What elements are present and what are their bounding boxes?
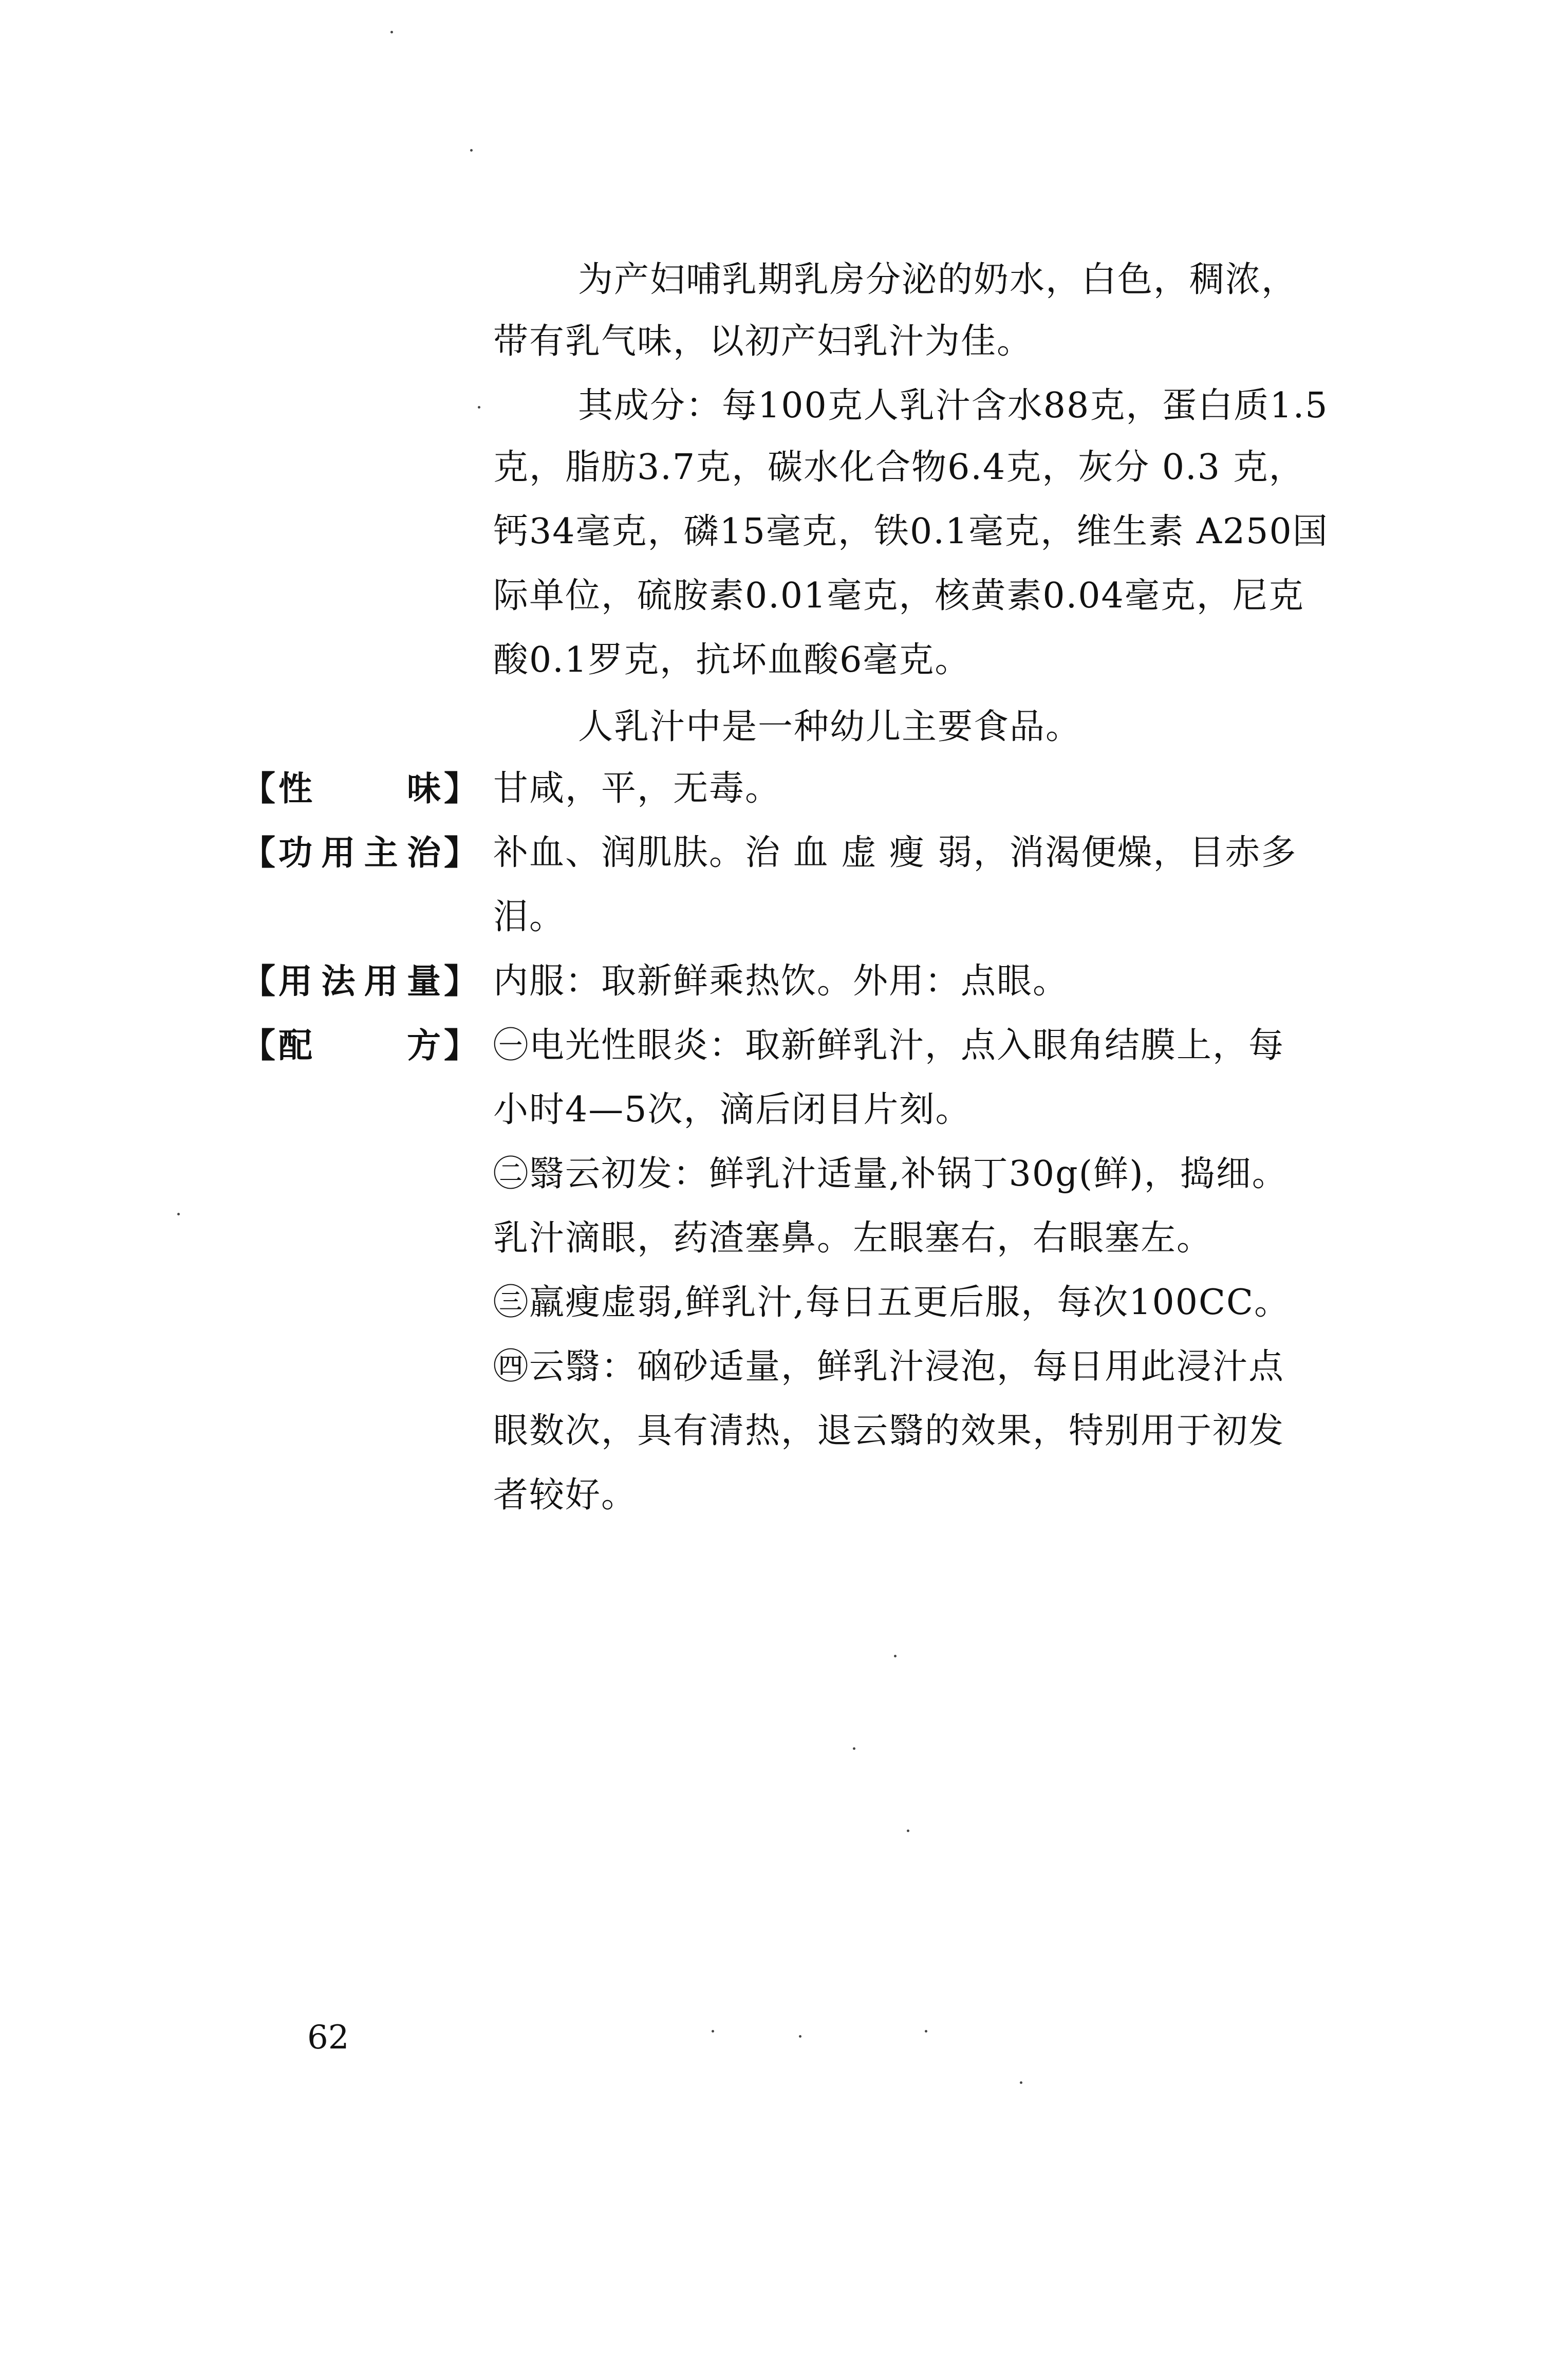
label-char: 配 bbox=[278, 1026, 312, 1065]
scan-speck bbox=[712, 2030, 714, 2033]
scan-speck bbox=[853, 1747, 855, 1750]
scan-speck bbox=[470, 149, 473, 152]
label-bracket-open: 【 bbox=[241, 833, 275, 873]
label-char: 用 bbox=[321, 833, 356, 873]
scan-speck bbox=[894, 1655, 897, 1657]
intro-line-1: 为产妇哺乳期乳房分泌的奶水，白色，稠浓， bbox=[578, 260, 1298, 300]
function-line-2: 泪。 bbox=[493, 897, 566, 937]
label-text bbox=[275, 1025, 444, 1066]
section-label-formula bbox=[241, 1025, 478, 1066]
label-char: 性 bbox=[278, 769, 312, 808]
label-bracket-close: 】 bbox=[444, 1026, 478, 1065]
intro-line-2: 带有乳气味，以初产妇乳汁为佳。 bbox=[493, 321, 1033, 362]
scan-speck bbox=[799, 2035, 801, 2038]
composition-line-4: 际单位，硫胺素0.01毫克，核黄素0.04毫克，尼克 bbox=[493, 576, 1304, 616]
formula-line-3: ㊁翳云初发：鲜乳汁适量,补锅丁30g(鲜)，捣细。 bbox=[493, 1154, 1288, 1194]
formula-line-8: 者较好。 bbox=[493, 1475, 638, 1516]
label-char: 量 bbox=[406, 962, 441, 1001]
scan-speck bbox=[478, 406, 480, 409]
formula-line-2: 小时4—5次，滴后闭目片刻。 bbox=[493, 1089, 972, 1130]
label-bracket-close: 】 bbox=[444, 769, 478, 808]
label-char: 主 bbox=[364, 833, 398, 873]
scan-speck bbox=[925, 2030, 927, 2033]
formula-line-5: ㊂羸瘦虚弱,鲜乳汁,每日五更后服，每次100CC。 bbox=[493, 1282, 1291, 1323]
formula-line-4: 乳汁滴眼，药渣塞鼻。左眼塞右，右眼塞左。 bbox=[493, 1218, 1213, 1259]
composition-line-5: 酸0.1罗克，抗坏血酸6毫克。 bbox=[493, 640, 971, 680]
composition-line-2: 克，脂肪3.7克，碳水化合物6.4克，灰分 0.3 克， bbox=[493, 447, 1305, 488]
nature-line-1: 甘咸，平，无毒。 bbox=[493, 768, 781, 809]
label-text bbox=[275, 768, 444, 809]
composition-line-1: 其成分：每100克人乳汁含水88克，蛋白质1.5 bbox=[578, 385, 1329, 426]
scan-speck bbox=[390, 31, 393, 33]
section-label-function bbox=[241, 833, 478, 874]
label-char: 味 bbox=[407, 769, 441, 808]
section-label-usage bbox=[241, 961, 478, 1002]
label-bracket-open: 【 bbox=[241, 962, 275, 1001]
label-bracket-close: 】 bbox=[444, 962, 478, 1001]
label-char: 用 bbox=[278, 962, 312, 1001]
label-char: 方 bbox=[407, 1026, 441, 1065]
scan-speck bbox=[177, 1213, 180, 1215]
label-text bbox=[275, 833, 444, 874]
formula-line-6: ㊃云翳：硇砂适量，鲜乳汁浸泡，每日用此浸汁点 bbox=[493, 1346, 1285, 1387]
function-line-1: 补血、润肌肤。治 血 虚 瘦 弱，消渴便燥，目赤多 bbox=[493, 833, 1297, 873]
scan-speck bbox=[907, 1830, 909, 1832]
label-char: 治 bbox=[406, 833, 441, 873]
label-char: 用 bbox=[364, 962, 398, 1001]
usage-line-1: 内服：取新鲜乘热饮。外用：点眼。 bbox=[493, 961, 1069, 1002]
label-text bbox=[275, 961, 444, 1002]
label-char: 功 bbox=[278, 833, 312, 873]
composition-line-3: 钙34毫克，磷15毫克，铁0.1毫克，维生素 A250国 bbox=[493, 511, 1329, 552]
label-bracket-close: 】 bbox=[444, 833, 478, 873]
note-line: 人乳汁中是一种幼儿主要食品。 bbox=[578, 707, 1082, 747]
formula-line-7: 眼数次，具有清热，退云翳的效果，特别用于初发 bbox=[493, 1411, 1285, 1451]
formula-line-1: ㊀电光性眼炎：取新鲜乳汁，点入眼角结膜上，每 bbox=[493, 1025, 1285, 1066]
label-char: 法 bbox=[321, 962, 356, 1001]
label-bracket-open: 【 bbox=[241, 769, 275, 808]
scan-speck bbox=[1020, 2081, 1022, 2084]
section-label-nature bbox=[241, 768, 478, 809]
label-bracket-open: 【 bbox=[241, 1026, 275, 1065]
page-number: 62 bbox=[307, 2019, 349, 2057]
